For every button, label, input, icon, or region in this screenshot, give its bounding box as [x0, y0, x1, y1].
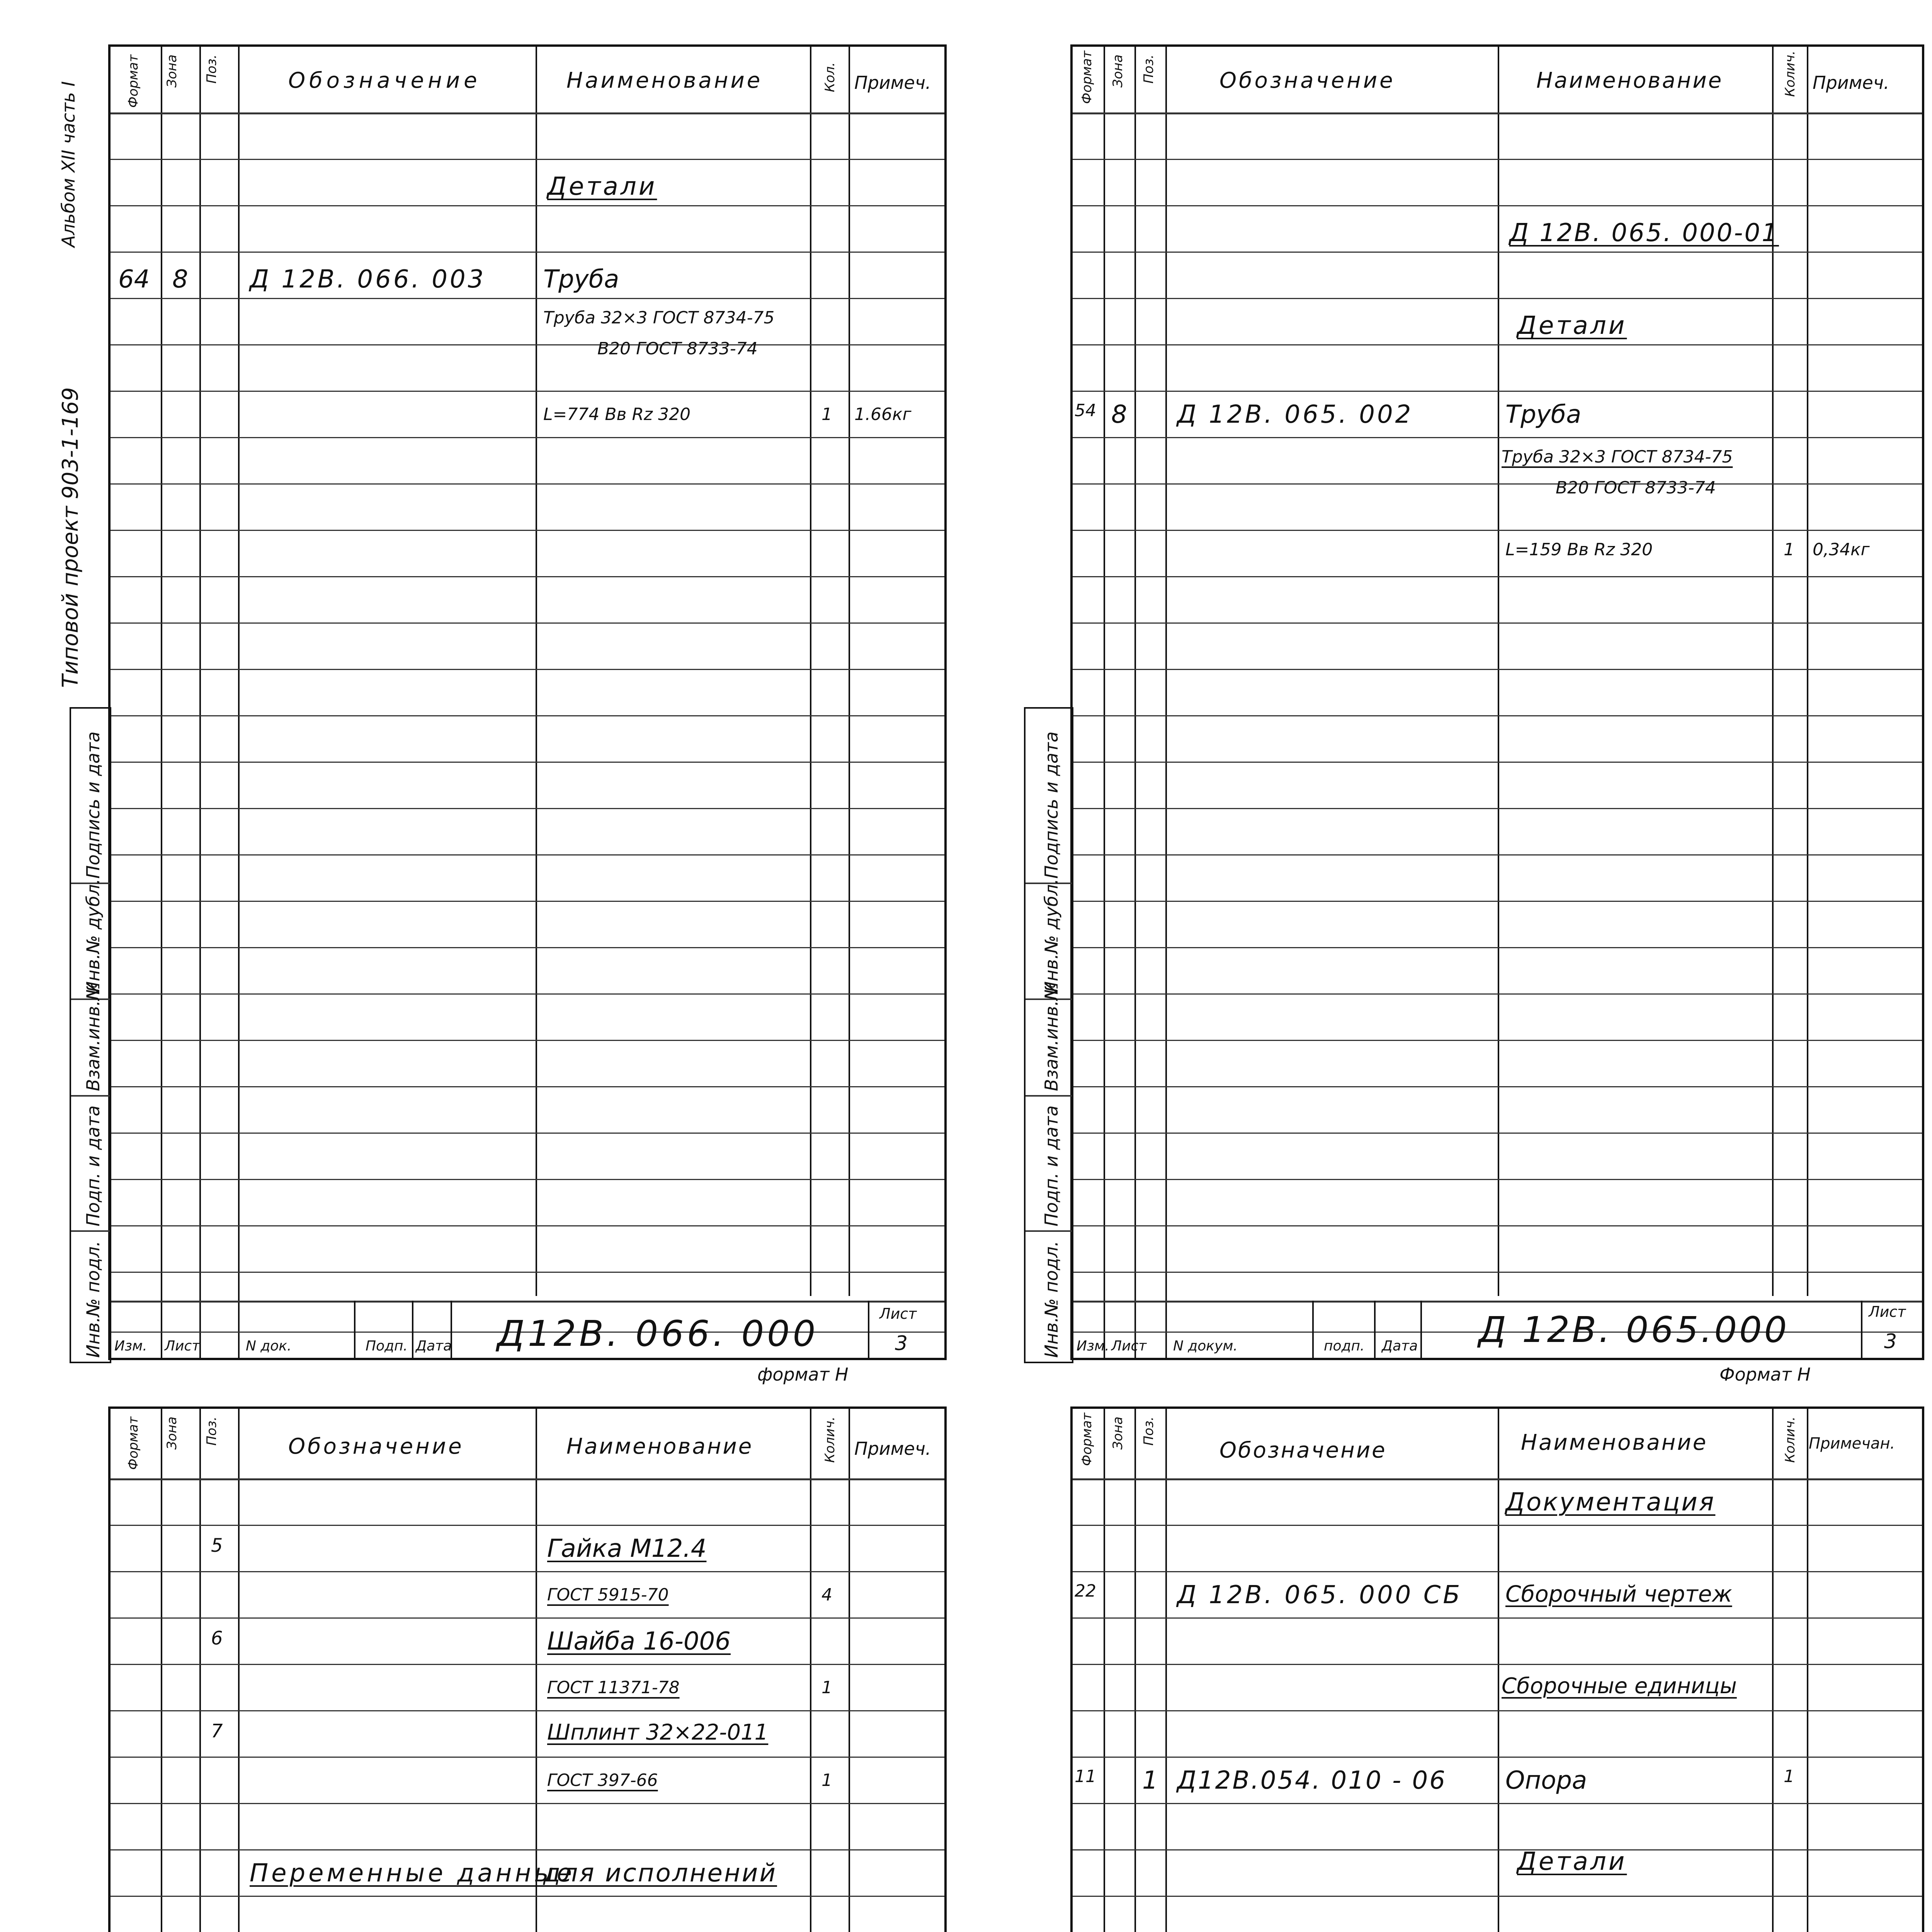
row-name: ГОСТ 5915-70: [547, 1585, 669, 1605]
header-format: Формат: [1079, 1413, 1095, 1466]
side-label: Инв.№ подл.: [1041, 1241, 1062, 1358]
document-code: Д 12В. 065.000: [1478, 1309, 1789, 1350]
row-name: ГОСТ 397-66: [547, 1770, 658, 1790]
side-label: Инв.№ дубл.: [83, 878, 104, 995]
side-label: Инв.№ дубл.: [1041, 878, 1062, 995]
row-qty: 1: [821, 405, 832, 424]
side-label: Подп. и дата: [1041, 1105, 1062, 1226]
row-name: Шайба 16-006: [547, 1627, 731, 1656]
project-title: Типовой проект 903-1-169: [58, 387, 83, 688]
row-name: Труба 32×3 ГОСТ 8734-75: [1502, 447, 1733, 467]
header-zone: Зона: [164, 54, 180, 88]
header-name: Наименование: [566, 68, 763, 93]
album-title: Альбом XII часть I: [58, 81, 79, 247]
row-pos: 5: [211, 1535, 223, 1556]
row-name: Детали: [1517, 1847, 1627, 1876]
row-name: Сборочные единицы: [1502, 1673, 1737, 1699]
row-name: Сборочный чертеж: [1505, 1581, 1732, 1607]
row-designation: Д 12В. 066. 003: [250, 265, 486, 294]
stamp-label: Изм.: [114, 1338, 147, 1354]
row-name: ГОСТ 11371-78: [547, 1678, 680, 1697]
side-label: Подпись и дата: [1041, 731, 1062, 879]
row-qty: 4: [821, 1585, 832, 1605]
header-name: Наименование: [1521, 1430, 1708, 1455]
row-pos: 7: [211, 1720, 223, 1742]
row-name: Опора: [1505, 1766, 1587, 1795]
row-name: Шплинт 32×22-011: [547, 1720, 769, 1745]
sheet-bottom-right: [1070, 1406, 1924, 1932]
row-zone: 8: [172, 265, 188, 294]
sheet-number: 3: [1884, 1330, 1897, 1353]
row-qty: 1: [821, 1770, 832, 1790]
document-code: Д12В. 066. 000: [497, 1313, 819, 1354]
header-note: Примеч.: [854, 72, 931, 93]
format-label: Формат Н: [1719, 1364, 1811, 1385]
row-qty: 1: [1784, 1767, 1794, 1786]
format-label: формат Н: [757, 1364, 849, 1385]
header-name: Наименование: [1536, 68, 1723, 93]
header-designation: Обозначение: [1219, 68, 1395, 93]
sheet-bottom-left: [108, 1406, 947, 1932]
row-pos: 6: [211, 1628, 223, 1649]
row-format: 64: [118, 265, 150, 294]
side-label: Инв.№ подл.: [83, 1241, 104, 1358]
row-designation: Д 12В. 065. 002: [1177, 400, 1413, 429]
row-name: L=774 Bв Rz 320: [543, 405, 691, 424]
stamp-label: Лист: [165, 1338, 200, 1354]
side-block: [1024, 707, 1073, 1363]
header-pos: Поз.: [1141, 54, 1156, 84]
header-designation: Обозначение: [288, 1434, 464, 1459]
header-note: Примеч.: [1813, 72, 1889, 93]
row-name: В20 ГОСТ 8733-74: [1556, 478, 1716, 498]
row-name: Д 12В. 065. 000-01: [1509, 219, 1779, 247]
row-format: 11: [1075, 1767, 1096, 1786]
sheet-number: 3: [895, 1332, 908, 1355]
row-qty: 1: [821, 1678, 832, 1697]
stamp-label: N докум.: [1173, 1338, 1238, 1354]
stamp-label: N док.: [246, 1338, 292, 1354]
row-format: 22: [1075, 1581, 1096, 1601]
header-zone: Зона: [1110, 54, 1126, 88]
header-note: Примечан.: [1809, 1435, 1895, 1452]
header-qty: Колич.: [822, 1417, 838, 1463]
side-label: Подп. и дата: [83, 1105, 104, 1226]
sheet-label: Лист: [1869, 1303, 1906, 1320]
header-pos: Поз.: [1141, 1417, 1156, 1446]
side-label: Подпись и дата: [83, 731, 104, 879]
row-name: Документация: [1505, 1488, 1716, 1517]
stamp-label: Подп.: [366, 1338, 408, 1354]
side-block: [70, 707, 111, 1363]
header-name: Наименование: [566, 1434, 753, 1459]
header-pos: Поз.: [204, 54, 219, 84]
header-designation: Обозначение: [288, 68, 481, 93]
row-designation: Переменные данные: [250, 1859, 575, 1888]
header-format: Формат: [126, 54, 141, 108]
row-format: 54: [1075, 401, 1096, 420]
row-name: Детали: [547, 172, 657, 201]
stamp-label: Лист: [1111, 1338, 1147, 1354]
header-qty: Колич.: [1782, 1417, 1798, 1463]
side-label: Взам.инв.№: [1041, 981, 1062, 1091]
header-format: Формат: [126, 1417, 141, 1470]
row-name: В20 ГОСТ 8733-74: [597, 339, 758, 359]
stamp-label: Изм.: [1077, 1338, 1109, 1354]
side-label: Взам.инв.№: [83, 981, 104, 1091]
row-name: Труба: [543, 265, 619, 294]
row-designation: Д 12В. 065. 000 СБ: [1177, 1581, 1463, 1609]
row-name: Труба 32×3 ГОСТ 8734-75: [543, 308, 775, 328]
row-name: L=159 Bв Rz 320: [1505, 540, 1653, 560]
stamp-label: Дата: [1382, 1338, 1418, 1354]
row-name: Детали: [1517, 311, 1627, 340]
row-name: Гайка М12.4: [547, 1534, 707, 1563]
header-zone: Зона: [1110, 1417, 1126, 1450]
sheet-label: Лист: [879, 1305, 917, 1322]
header-qty: Кол.: [822, 62, 838, 92]
row-name: Труба: [1505, 400, 1582, 429]
row-pos: 1: [1142, 1766, 1158, 1795]
row-zone: 8: [1111, 400, 1127, 429]
sheet-top-left: [108, 44, 947, 1360]
row-note: 0,34кг: [1813, 540, 1870, 560]
row-name: для исполнений: [543, 1859, 777, 1888]
header-note: Примеч.: [854, 1438, 931, 1459]
sheet-top-right: [1070, 44, 1924, 1360]
header-pos: Поз.: [204, 1417, 219, 1446]
header-zone: Зона: [164, 1417, 180, 1450]
stamp-label: Дата: [416, 1338, 452, 1354]
row-note: 1.66кг: [854, 405, 912, 424]
header-format: Формат: [1079, 51, 1095, 104]
header-qty: Колич.: [1782, 51, 1798, 97]
row-qty: 1: [1784, 540, 1794, 560]
row-designation: Д12В.054. 010 - 06: [1177, 1766, 1447, 1795]
header-designation: Обозначение: [1219, 1438, 1387, 1463]
stamp-label: подп.: [1324, 1338, 1365, 1354]
